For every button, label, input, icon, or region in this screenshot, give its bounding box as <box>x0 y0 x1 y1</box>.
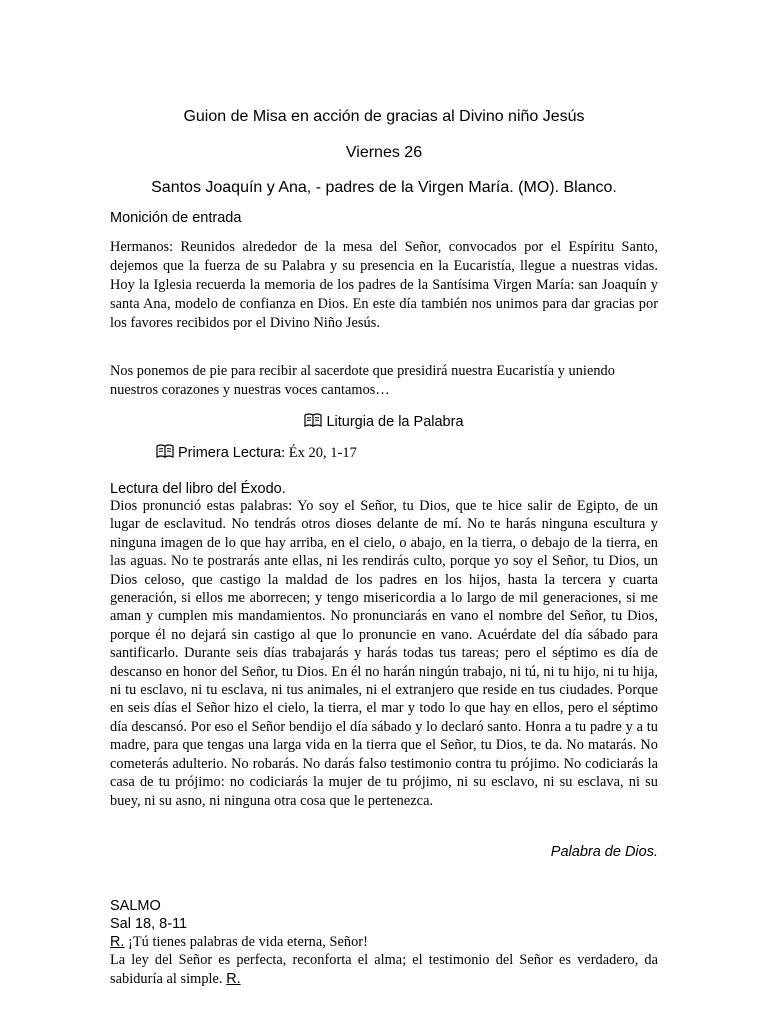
document-title: Guion de Misa en acción de gracias al Divino niño Jesús <box>183 108 585 125</box>
liturgy-heading-row <box>110 413 658 431</box>
day-label: Viernes 26 <box>345 144 423 161</box>
first-reading-label: Primera Lectura <box>178 445 282 461</box>
open-book-icon <box>304 413 322 427</box>
liturgy-heading: Liturgia de la Palabra <box>326 414 464 430</box>
first-reading-row <box>156 444 357 462</box>
reading-text: Dios pronunció estas palabras: Yo soy el Señor, tu Dios, que te hice salir de Egipto, de un lugar de esclavitud. No tendrás otros dioses delante de mí. No te harás ninguna escultura y ninguna imagen de lo que hay arriba, en el cielo, o abajo, en la tierra, o debajo de la tierra, en las aguas. No te postrarás ante ellas, ni les rendirás culto, porque yo soy el Señor, tu Dios, un Dios celoso, que castigo la maldad de los padres en los hijos, hasta la tercera y cuarta generación, si ellos me aborrecen; y tengo misericordia a lo largo de mil generaciones, si me aman y cumplen mis mandamientos. No pronunciarás en vano el nombre del Señor, tu Dios, porque él no dejará sin castigo al que lo pronuncie en vano. Acuérdate del día sábado para santificarlo. Durante seis días trabajarás y harás todas tus tareas; pero el séptimo es día de descanso en honor del Señor, tu Dios. En él no harán ningún trabajo, ni tú, ni tu hijo, ni tu hija, ni tu esclavo, ni tu esclava, ni tus animales, ni el extranjero que reside en tus ciudades. Porque en seis días el Señor hizo el cielo, la tierra, el mar y todo lo que hay en ellos, pero el séptimo día descansó. Por eso el Señor bendijo el día sábado y lo declaró santo. Honra a tu padre y a tu madre, para que tengas una larga vida en la tierra que el Señor, tu Dios, te da. No matarás. No cometerás adulterio. No robarás. No darás falso testimonio contra tu prójimo. No codiciarás la casa de tu prójimo: no codiciarás la mujer de tu prójimo, ni su esclavo, ni su esclava, ni su buey, ni su asno, ni ninguna otra cosa que le pertenezca. <box>110 498 658 809</box>
response-marker: R. <box>110 934 125 950</box>
psalm-reference: Sal 18, 8-11 <box>110 916 188 932</box>
reading-heading: Lectura del libro del Éxodo. <box>110 481 286 497</box>
reading-closing: Palabra de Dios. <box>550 844 658 860</box>
first-reading-ref: : Éx 20, 1-17 <box>281 445 357 461</box>
psalm-response <box>110 933 658 952</box>
response-text: ¡Tú tienes palabras de vida eterna, Señor! <box>124 934 368 950</box>
entrance-paragraph-2: Nos ponemos de pie para recibir al sacerdote que presidirá nuestra Eucaristía y uniendo nuestros corazones y nuestras voces cantamos… <box>110 363 615 398</box>
document-page <box>110 0 658 1024</box>
psalm-heading: SALMO <box>110 898 161 914</box>
verse-marker: R. <box>226 971 241 987</box>
psalm-verse <box>110 951 658 989</box>
entrance-heading: Monición de entrada <box>110 210 242 226</box>
feast-title: Santos Joaquín y Ana, - padres de la Virgen María. (MO). Blanco. <box>151 179 617 196</box>
open-book-icon <box>156 444 174 458</box>
entrance-paragraph-1: Hermanos: Reunidos alrededor de la mesa del Señor, convocados por el Espíritu Santo, dejemos que la fuerza de su Palabra y su presencia en la Eucaristía, llegue a nuestras vidas. Hoy la Iglesia recuerda la memoria de los padres de la Santísima Virgen María: san Joaquín y santa Ana, modelo de confianza en Dios. En este día también nos unimos para dar gracias por los favores recibidos por el Divino Niño Jesús. <box>110 239 658 331</box>
verse-text: La ley del Señor es perfecta, reconforta el alma; el testimonio del Señor es verdadero, da sabiduría al simple. <box>110 952 658 987</box>
